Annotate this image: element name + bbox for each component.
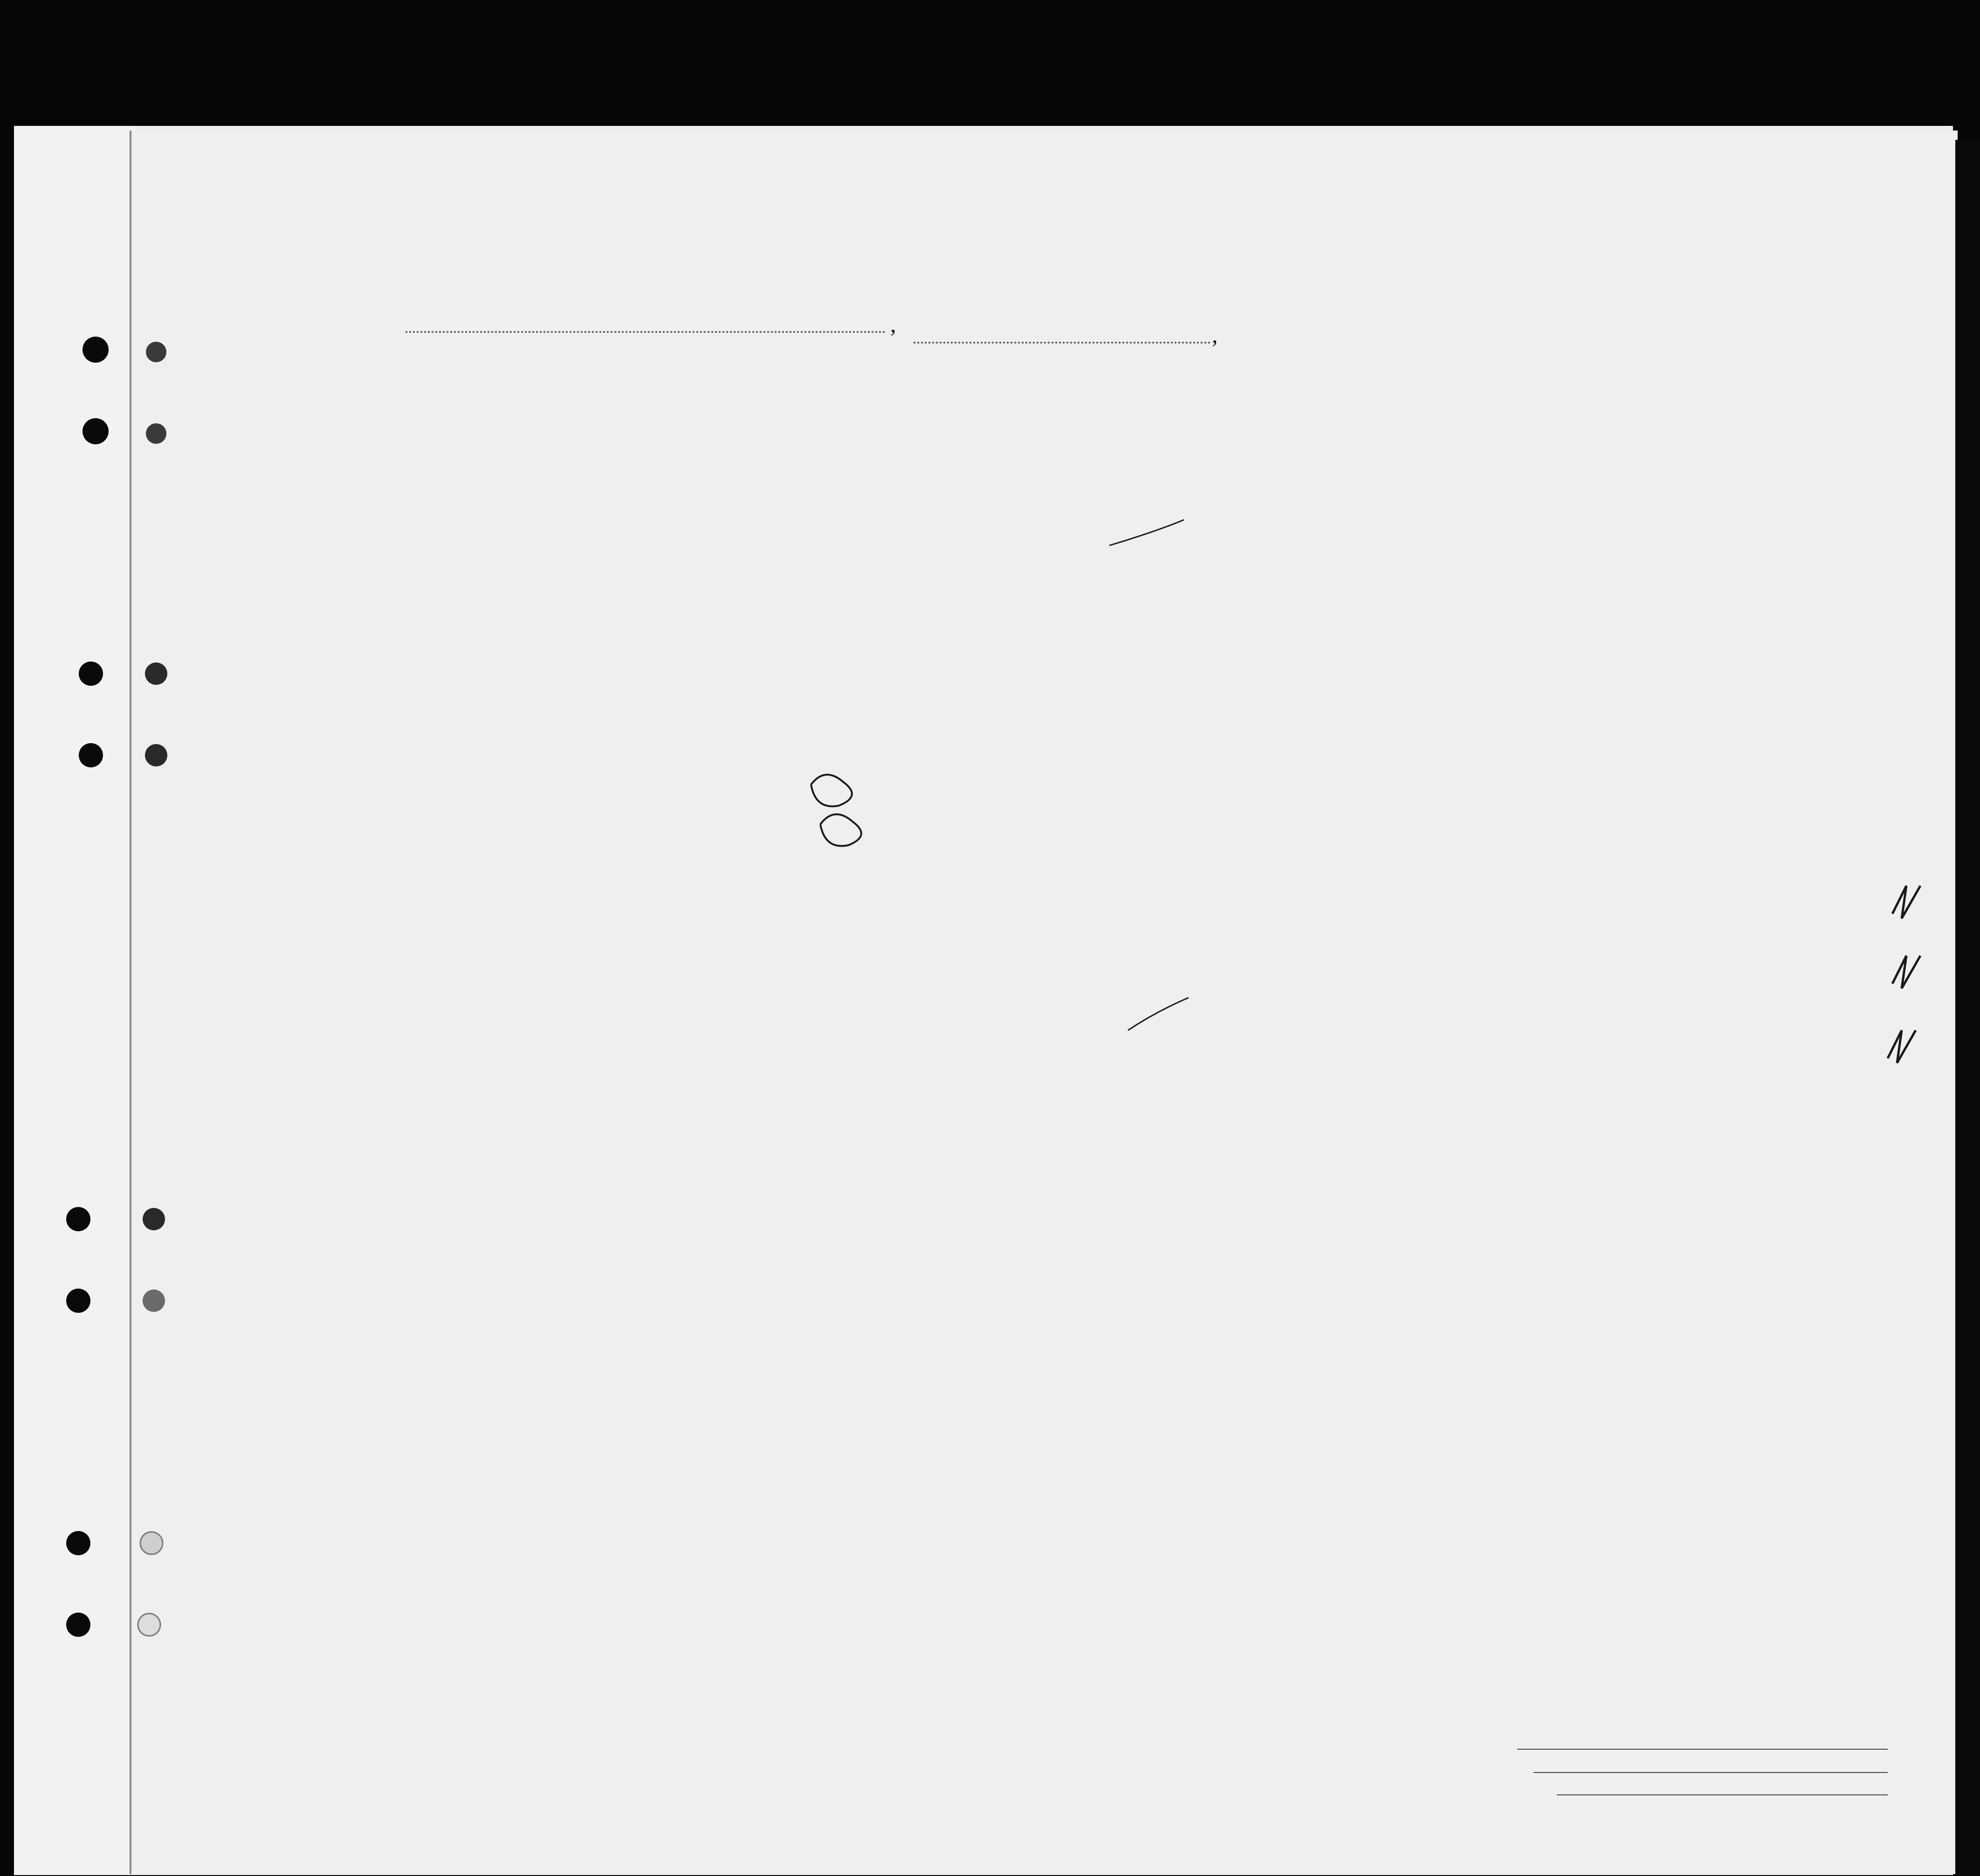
previous-page-edge: [14, 126, 135, 1875]
svg-text:,: ,: [890, 311, 896, 337]
svg-text:,: ,: [1212, 322, 1218, 348]
manifest-page: [131, 131, 1958, 1874]
